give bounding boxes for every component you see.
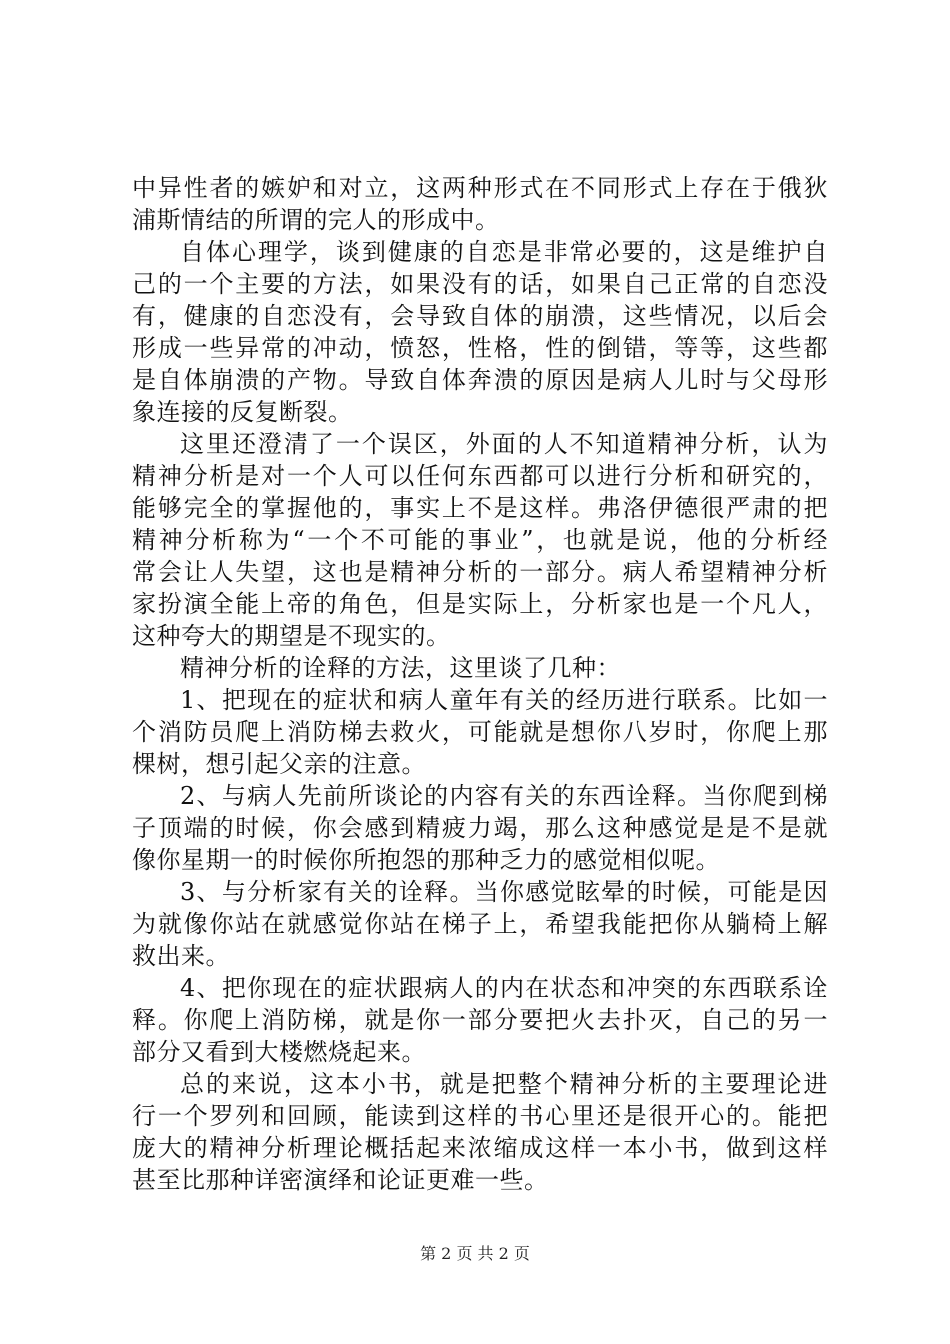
text-line: 像你星期一的时候你所抱怨的那种乏力的感觉相似呢。 bbox=[132, 846, 720, 874]
text-line: 甚至比那种详密演绎和论证更难一些。 bbox=[132, 1166, 549, 1194]
text-line: 己的一个主要的方法，如果没有的话，如果自己正常的自恋没 bbox=[132, 270, 828, 298]
text-line: 形成一些异常的冲动，愤怒，性格，性的倒错，等等，这些都 bbox=[132, 334, 828, 362]
text-line: 为就像你站在就感觉你站在梯子上，希望我能把你从躺椅上解 bbox=[132, 910, 828, 938]
text-line: 精神分析称为“一个不可能的事业”，也就是说，他的分析经 bbox=[132, 526, 828, 554]
paragraph bbox=[132, 684, 828, 780]
text-line: 1、把现在的症状和病人童年有关的经历进行联系。比如一 bbox=[180, 686, 828, 714]
paragraph bbox=[132, 972, 828, 1068]
text-line: 有，健康的自恋没有，会导致自体的崩溃，这些情况，以后会 bbox=[132, 302, 828, 330]
text-line: 这里还澄清了一个误区，外面的人不知道精神分析，认为 bbox=[180, 430, 828, 458]
text-line: 这种夸大的期望是不现实的。 bbox=[132, 622, 451, 650]
text-line: 4、把你现在的症状跟病人的内在状态和冲突的东西联系诠 bbox=[180, 974, 828, 1002]
text-line: 常会让人失望，这也是精神分析的一部分。病人希望精神分析 bbox=[132, 558, 828, 586]
text-line: 中异性者的嫉妒和对立，这两种形式在不同形式上存在于俄狄 bbox=[132, 174, 828, 202]
text-line: 救出来。 bbox=[132, 942, 230, 970]
text-line: 家扮演全能上帝的角色，但是实际上，分析家也是一个凡人， bbox=[132, 590, 828, 618]
text-line: 浦斯情结的所谓的完人的形成中。 bbox=[132, 206, 500, 234]
text-line: 3、与分析家有关的诠释。当你感觉眩晕的时候，可能是因 bbox=[180, 878, 828, 906]
text-line: 2、与病人先前所谈论的内容有关的东西诠释。当你爬到梯 bbox=[180, 782, 828, 810]
paragraph bbox=[132, 236, 828, 428]
text-line: 象连接的反复断裂。 bbox=[132, 398, 353, 426]
text-line: 是自体崩溃的产物。导致自体奔溃的原因是病人儿时与父母形 bbox=[132, 366, 828, 394]
document-body bbox=[132, 172, 828, 1196]
text-line: 庞大的精神分析理论概括起来浓缩成这样一本小书，做到这样 bbox=[132, 1134, 828, 1162]
paragraph bbox=[132, 172, 828, 236]
paragraph bbox=[132, 1068, 828, 1196]
text-line: 行一个罗列和回顾，能读到这样的书心里还是很开心的。能把 bbox=[132, 1102, 828, 1130]
text-line: 自体心理学，谈到健康的自恋是非常必要的，这是维护自 bbox=[180, 238, 828, 266]
text-line: 棵树，想引起父亲的注意。 bbox=[132, 750, 426, 778]
text-line: 部分又看到大楼燃烧起来。 bbox=[132, 1038, 426, 1066]
page-footer: 第 2 页 共 2 页 bbox=[420, 1244, 530, 1263]
paragraph bbox=[132, 652, 828, 684]
text-line: 总的来说，这本小书，就是把整个精神分析的主要理论进 bbox=[180, 1070, 828, 1098]
paragraph bbox=[132, 428, 828, 652]
text-line: 精神分析是对一个人可以任何东西都可以进行分析和研究的， bbox=[132, 462, 828, 490]
text-line: 子顶端的时候，你会感到精疲力竭，那么这种感觉是是不是就 bbox=[132, 814, 828, 842]
text-line: 精神分析的诠释的方法，这里谈了几种： bbox=[180, 654, 621, 682]
text-line: 释。你爬上消防梯，就是你一部分要把火去扑灭，自己的另一 bbox=[132, 1006, 828, 1034]
text-line: 能够完全的掌握他的，事实上不是这样。弗洛伊德很严肃的把 bbox=[132, 494, 828, 522]
paragraph bbox=[132, 876, 828, 972]
paragraph bbox=[132, 780, 828, 876]
text-line: 个消防员爬上消防梯去救火，可能就是想你八岁时，你爬上那 bbox=[132, 718, 828, 746]
